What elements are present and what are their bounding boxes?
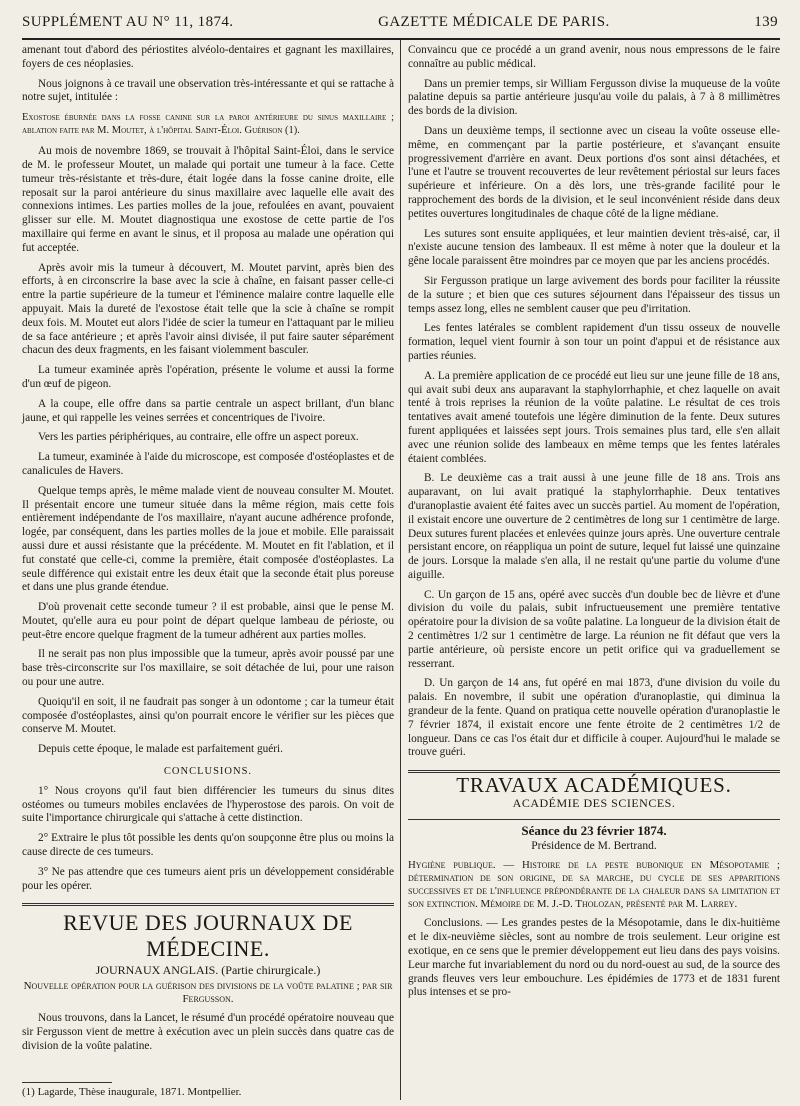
paragraph: Les sutures sont ensuite appliquées, et leur maintien devient très-aisé, car, il n'existe aucune tension des lambeaux. Il est même à noter que la douleur et la gêne locale paraissent être moindres par ce moyen que par les anciens procédés. [408, 227, 780, 268]
column-divider [400, 40, 401, 1100]
paragraph: Dans un deuxième temps, il sectionne avec un ciseau la voûte osseuse elle-même, en commençant par la partie postérieure, et s'avançant ensuite progressivement d'arrière en avant. Deux portions d'os sont ainsi détachées, et l'une et l'autre se trouvent recouvertes de leur revêtement périostal sur leurs faces supérieure et inférieure. On a dès lors, une très-grande facilité pour le rapprochement des bords de la division, et le seul inconvénient réside dans deux petites ouvertures longitudinales de chaque côté de la ligne médiane. [408, 124, 780, 220]
section-divider [22, 903, 394, 906]
case-paragraph: B. Le deuxième cas a trait aussi à une jeune fille de 18 ans. Trois ans auparavant, on lui avait pratiqué la staphylorrhaphie. Deux tentatives d'uranoplastie avaient été faites avec un succès partiel. Au moment de l'opération, il existait encore une ouverture de 2 centimètres de long sur 1 centimètre de large. Deux sutures furent placées et enlevées quinze jours après. Une ouverture centrale persistant encore, on réappliqua un point de suture, lequel fut laissé une quinzaine de jours. Lorsque la malade s'en alla, il ne restait qu'une partie du volume d'une aiguille. [408, 472, 781, 581]
paragraph: Après avoir mis la tumeur à découvert, M. Moutet parvint, après bien des efforts, à en circonscrire la base avec la scie à chaîne, en faisant passer celle-ci entre la partie supérieure de la tumeur et l'éminence malaire contre laquelle elle appuyait. Mais la dureté de l'exostose était telle que la scie à chaîne se rompit deux fois. M. Moutet eut alors l'idée de scier la tumeur en l'attaquant par le milieu de sa face antérieure ; et après l'avoir ainsi divisée, il put faire sauter séparément chacun des deux fragments, en les faisant violemment basculer. [22, 261, 394, 357]
memoir-title: Hygiène publique. — Histoire de la peste bubonique en Mésopotamie ; détermination de son origine, de sa marche, du cycle de ses apparitions successives et de l'influence prépondérante de la chaleur dans sa limitation et son extinction. Mémoire de M. J.-D. Tholozan, présenté par M. Larrey. [408, 859, 780, 911]
paragraph: Conclusions. — Les grandes pestes de la Mésopotamie, dans le dix-huitième et le dix-neuvième siècles, sont au nombre de trois seulement. Leur origine est exotique, en ce sens que le premier développement eut lieu dans des pays voisins. Leur marche fut invariablement du nord ou du nord-ouest au sud, de la source des grands fleuves vers leur embouchure. Les épidémies de 1773 et de 1831 furent plus intenses et se pro- [408, 917, 780, 999]
paragraph: La tumeur examinée après l'opération, présente le volume et aussi la forme d'un œuf de pigeon. [22, 364, 394, 390]
revue-heading: REVUE DES JOURNAUX DE MÉDECINE. [63, 910, 353, 962]
paragraph: Sir Fergusson pratique un large avivement des bords pour faciliter la réussite de la suture ; et bien que ces sutures séjournent dans l'épaisseur des tissus un temps assez long, elles ne semblent causer que peu d'irritation. [408, 274, 780, 315]
paragraph: Depuis cette époque, le malade est parfaitement guéri. [38, 743, 283, 756]
travaux-heading: TRAVAUX ACADÉMIQUES. [456, 773, 732, 798]
header-journal-title: GAZETTE MÉDICALE DE PARIS. [378, 13, 610, 30]
conclusions-heading: CONCLUSIONS. [163, 766, 253, 778]
right-column [408, 44, 780, 1102]
revue-subheading: JOURNAUX ANGLAIS. (Partie chirurgicale.) [95, 963, 321, 978]
paragraph: Dans un premier temps, sir William Fergusson divise la muqueuse de la voûte palatine depuis sa partie antérieure jusqu'au voile du palais, à 7 à 8 millimètres des bords de la division. [408, 77, 780, 118]
case-paragraph: A. La première application de ce procédé eut lieu sur une jeune fille de 18 ans, qui avait subi deux ans auparavant la staphylorrhaphie, et chez laquelle on avait tenté à trois reprises la réunion de la voûte palatine. Le résultat de ces trois tentatives avait amené toutefois une légère diminution de la fente. Deux sutures furent appliquées et laissées sept jours. Trois semaines plus tard, elle s'en allait avec une réunion solide des lambeaux en même temps que les fentes latérales étaient comblées. [408, 369, 780, 465]
paragraph: La tumeur, examinée à l'aide du microscope, est composée d'ostéoplastes et de canalicules de Havers. [22, 451, 394, 477]
seance-heading: Séance du 23 février 1874. [521, 822, 667, 838]
conclusion-item: 1° Nous croyons qu'il faut bien différencier les tumeurs du sinus dites ostéomes ou tumeurs mobiles enclavées de l'hyperostose des parois. On voit de suite l'importance chirurgicale qui s'attache à cette distinction. [22, 784, 394, 825]
header-rule [22, 38, 780, 40]
conclusion-item: 2° Extraire le plus tôt possible les dents qu'on soupçonne être plus ou moins la cause directe de ces tumeurs. [22, 832, 394, 859]
paragraph: A la coupe, elle offre dans sa partie centrale un aspect brillant, d'un blanc jaune, et qui rappelle les veines serrées et concentriques de l'ivoire. [22, 397, 394, 424]
paragraph: Convaincu que ce procédé a un grand avenir, nous nous empressons de le faire connaître au public médical. [408, 44, 780, 70]
running-header [22, 8, 778, 36]
header-supplement: SUPPLÉMENT AU N° 11, 1874. [22, 13, 234, 30]
conclusion-item: 3° Ne pas attendre que ces tumeurs aient pris un développement considérable pour les opérer. [22, 865, 394, 892]
case-paragraph: C. Un garçon de 15 ans, opéré avec succès d'un double bec de lièvre et d'une division du voile du palais, subit infructueusement une première tentative opératoire pour la division de sa voûte palatine. La longueur de la division était de 2 centimètres 1/2 sur 1 centimètre de large. La réunion ne fit défaut que vers la partie antérieure, où persiste encore un petit orifice qui va graduellement se resserrant. [408, 588, 780, 670]
paragraph: Quoiqu'il en soit, il ne faudrait pas songer à un odontome ; car la tumeur était composée d'ostéoplastes, ainsi qu'on pourrait encore le vérifier sur les pièces que conserve M. Moutet. [22, 695, 394, 736]
left-column [22, 44, 394, 1102]
observation-title: Exostose éburnée dans la fosse canine sur la paroi antérieure du sinus maxillaire ; ablation faite par M. Moutet, à l'hôpital Saint-Éloi. Guérison (1). [22, 112, 394, 137]
presidence-line: Présidence de M. Bertrand. [531, 839, 657, 852]
paragraph: Quelque temps après, le même malade vient de nouveau consulter M. Moutet. Il présentait encore une tumeur située dans la même région, mais cette fois entièrement indépendante de l'os maxillaire, n'ayant aucune adhérence profonde, logée, par conséquent, dans les parties molles de la joue et mobile. Elle paraissait aussi dure et aussi résistante que la précédente. M. Moutet en fit l'ablation, et il fut constaté que celle-ci, comme la première, était composée d'ostéoplastes. La seule différence qui existait entre les deux était que la seconde était plus poreuse et dans une plus grande étendue. [22, 484, 394, 594]
page-number: 139 [754, 13, 778, 30]
paragraph: Au mois de novembre 1869, se trouvait à l'hôpital Saint-Éloi, dans le service de M. le professeur Moutet, un malade qui portait une tumeur à la face. Cette tumeur très-résistante et très-dure, était logée dans la fosse canine droite, elle reposait sur la paroi antérieure du sinus maxillaire avec laquelle elle avait des connexions intimes. Les parties molles de la joue, refoulées en avant, pouvaient glisser sur elle. M. Moutet diagnostiqua une exostose de cette partie de l'os maxillaire qui ferme en avant le sinus, et il proposa au malade une opération qui fut acceptée. [22, 145, 394, 254]
article-title: Nouvelle opération pour la guérison des divisions de la voûte palatine ; par sir Fergusson. [23, 980, 393, 1006]
case-paragraph: D. Un garçon de 14 ans, fut opéré en mai 1873, d'une division du voile du palais. En novembre, il subit une opération d'uranoplastie, qui diminua la grandeur de la fente. Quand on pratiqua cette nouvelle opération d'uranoplastie le 7 février 1874, il existait encore une fente étroite de 2 centimètres 1/2 de longueur. Dans ce cas l'os était dur et difficile à couper. Aujourd'hui le malade se trouve guéri. [408, 677, 780, 759]
footnote-rule [22, 1082, 112, 1083]
paragraph: amenant tout d'abord des périostites alvéolo-dentaires et gagnant les maxillaires, foyers de ces néoplasies. [22, 44, 394, 70]
academie-heading: ACADÉMIE DES SCIENCES. [512, 796, 676, 811]
section-divider [408, 819, 780, 820]
paragraph: Nous joignons à ce travail une observation très-intéressante et qui se rattache à notre sujet, intitulée : [22, 77, 394, 104]
paragraph: Vers les parties périphériques, au contraire, elle offre un aspect poreux. [38, 431, 359, 444]
paragraph: Nous trouvons, dans la Lancet, le résumé d'un procédé opératoire nouveau que sir Fergusson vient de mettre à exécution avec un plein succès dans quatre cas de division de la voûte palatine. [22, 1012, 394, 1052]
footnote: (1) Lagarde, Thèse inaugurale, 1871. Montpellier. [22, 1086, 242, 1098]
paragraph: D'où provenait cette seconde tumeur ? il est probable, ainsi que le pense M. Moutet, qu'elle aura eu pour point de départ quelque lambeau de périoste, ou peut-être encore quelque fragment de la tumeur adhérent aux parties molles. [22, 601, 394, 641]
paragraph: Il ne serait pas non plus impossible que la tumeur, après avoir poussé par une base très-circonscrite sur l'os maxillaire, se soit détachée de lui, pour une raison ou pour une autre. [22, 648, 394, 689]
paragraph: Les fentes latérales se comblent rapidement d'un tissu osseux de nouvelle formation, lequel vient fournir à son tour un point d'appui et de résistance aux parties réunies. [408, 322, 780, 362]
